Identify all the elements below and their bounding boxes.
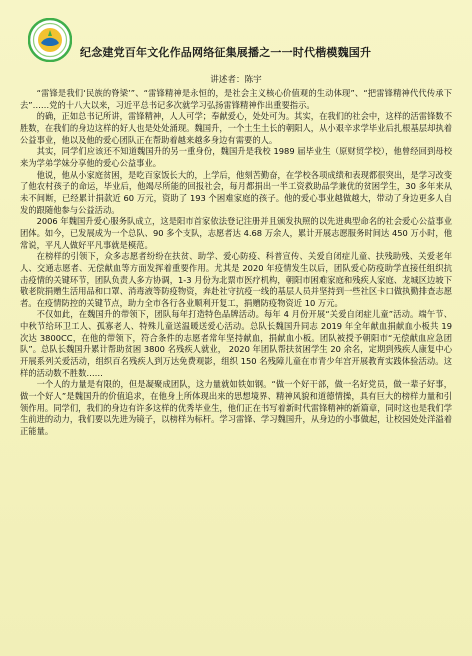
page-title: 纪念建党百年文化作品网络征集展播之一一时代楷模魏国升 bbox=[80, 46, 372, 59]
article-paragraph: “雷锋是我们‘民族的脊梁’”、“雷锋精神是永恒的，是社会主义核心价值观的生动体现”、“把雷锋精神代代传承下去”……党的十八大以来，习近平总书记多次就学习弘扬雷锋精神作出重要指示。 bbox=[20, 88, 452, 110]
article-paragraph: 的确，正如总书记所讲，雷锋精神，人人可学；奉献爱心，处处可为。其实，在我们的社会中，这样的活雷锋数不胜数，在我们的身边这样的好人也是处处涌现。魏国升，一个土生土长的朝阳人，从小艰辛求学毕业后扎根基层却执着公益事业，他以及他的爱心团队正在帮助着越来越多身边有需要的人。 bbox=[20, 111, 452, 145]
article-body bbox=[20, 74, 452, 438]
article-paragraph: 2006 年魏国升爱心服务队成立，这是阳市首家依法登记注册并且颁发执照的以先进典型命名的社会爱心公益事业团体。如今，已发展成为一个总队、90 多个支队，志愿者达 4.68 万余人，累计开展志愿服务时间达 450 万小时，他常说，平凡人做好平凡事就是模范。 bbox=[20, 216, 452, 250]
article-paragraph: 其实，同学们应该还不知道魏国升的另一重身份，魏国升是我校 1989 届毕业生（原财贸学校），他曾经回到母校来为学弟学妹分享他的爱心公益事业。 bbox=[20, 146, 452, 168]
article-paragraph: 一个人的力量是有限的，但是凝聚成团队，这力量就如铁如钢。“做一个好干部，做一名好党员，做一辈子好事，做一个好人”是魏国升的价值追求，在他身上所体现出来的思想境界、精神风貌和道德情操，具有巨大的榜样力量和引领作用。同学们，我们的身边有许多这样的优秀毕业生，他们正在书写着新时代雷锋精神的新篇章，同时这也是我们学生前进的动力，我们要以先进为镜子，以榜样为标杆。学习雷锋、学习魏国升，从身边的小事做起，让校园处处洋溢着正能量。 bbox=[20, 379, 452, 437]
school-emblem-icon bbox=[28, 18, 72, 62]
speaker-line: 讲述者：陈宇 bbox=[210, 75, 262, 85]
article-paragraph: 他说，他从小家庭贫困，是吃百家饭长大的，上学后，他刻苦勤奋，在学校各项成绩和表现都很突出，是学习改变了他农村孩子的命运，毕业后，他竭尽所能的回报社会，每月都捐出一半工资救助品学兼优的贫困学生，30 多年来从未不间断，已经累计捐款近 60 万元，资助了 193 个困难家庭的孩子。他的爱心事业越做越大，带动了身边更多人自发的跟随他参与公益活动。 bbox=[20, 169, 452, 215]
article-paragraph: 在榜样的引领下，众多志愿者纷纷在扶贫、助学、爱心防疫、科普宣传、关爱自闭症儿童、扶残助残、关爱老年人、交通志愿者、无偿献血等方面发挥着重要作用。尤其是 2020 年疫情发生以后，团队爱心防疫助学直接任组织抗击疫情的关键环节，团队负责人多方协调，1-3 月份为北票市医疗机构，朝阳市困难家庭和残疾人家庭、龙城区边坡下敬老院捐赠生活用品和口罩、消毒液等防疫物资，奔赴社守抗疫一线的基层人员并坚持到一些社区卡口做执勤排查志愿者。在疫情防控的关键节点，助力全市各行各业顺利开复工，捐赠防疫物资近 10 万元。 bbox=[20, 251, 452, 308]
article-paragraph: 不仅如此，在魏国升的带领下，团队每年打造特色品牌活动。每年 4 月份开展“关爱自闭症儿童”活动。端午节、中秋节给环卫工人、孤寡老人、特殊儿童送温暖送爱心活动。总队长魏国升同志 2019 年全年献血捐献血小板共 19 次达 3800CC，在他的带领下，符合条件的志愿者常年坚持献血，捐献血小板。团队被授予朝阳市“无偿献血应急团队”。总队长魏国升累计帮助贫困 3800 名残疾人就业， 2020 年团队帮扶贫困学生 20 余名，定期到残疾人康复中心开展系列关爱活动，组织百名残疾人到万达免费观影，组织 150 名残障儿童在市青少年宫开展教育实践体验活动。这样的活动数不胜数…… bbox=[20, 309, 452, 378]
header bbox=[8, 10, 468, 72]
